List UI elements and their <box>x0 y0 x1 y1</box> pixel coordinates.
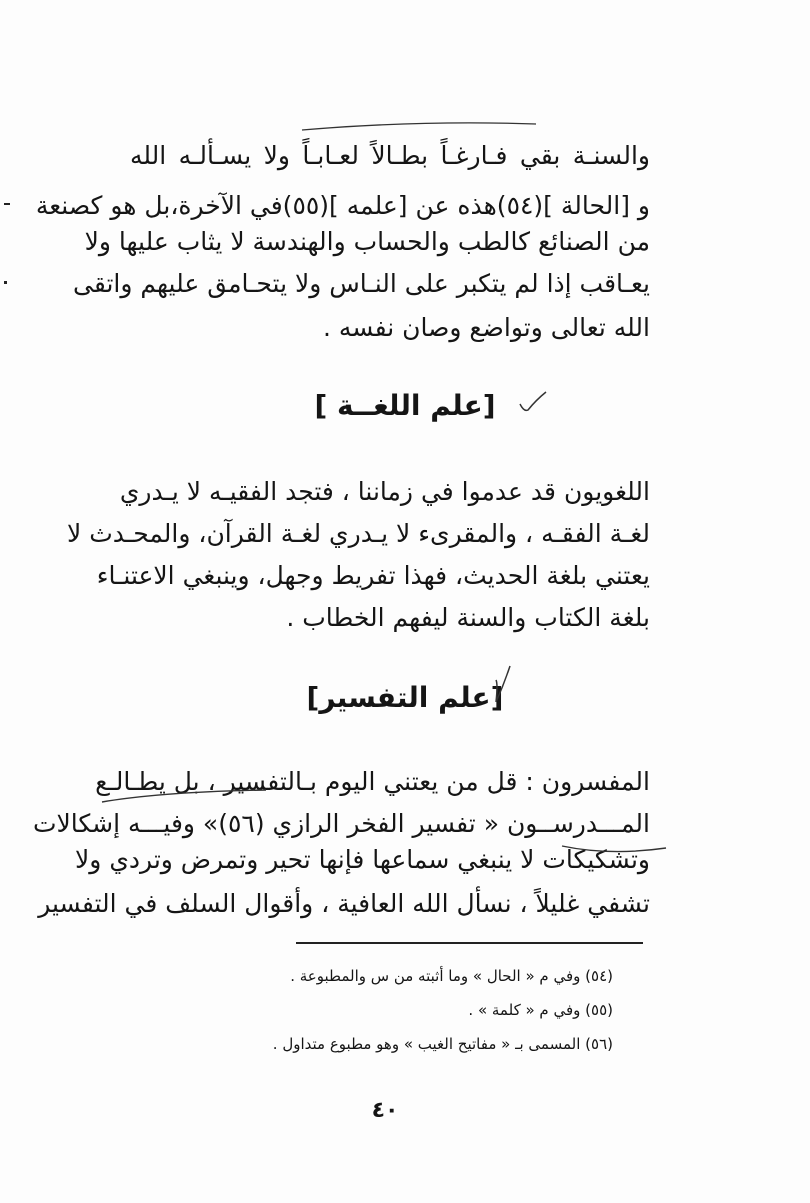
paragraph-line: يعتني بلغة الحديث، فهذا تفريط وجهل، وينبغي الاعتنـاء <box>96 561 650 590</box>
paragraph-line: من الصنائع كالطب والحساب والهندسة لا يثاب عليها ولا <box>84 227 650 256</box>
paragraph-line: المفسرون : قل من يعتني اليوم بـالتفسير ، بل يطـالـع <box>95 767 650 796</box>
paragraph-line: المـــدرســون « تفسير الفخر الرازي (٥٦)» وفيـــه إشكالات <box>32 809 650 838</box>
pen-overline-mark <box>300 118 540 134</box>
paragraph-line: يعـاقب إذا لم يتكبر على النـاس ولا يتحـامق عليهم واتقى <box>72 269 650 298</box>
scan-mark <box>4 203 10 205</box>
heading-language: [علم اللغــة ] <box>314 389 496 422</box>
footnote-divider <box>296 942 643 944</box>
paragraph-line: و [الحالة ](٥٤)هذه عن [علمه ](٥٥)في الآخرة،بل هو كصنعة <box>35 191 650 220</box>
scan-mark <box>4 281 7 284</box>
paragraph-line: وتشكيكات لا ينبغي سماعها فإنها تحير وتمرض وتردي ولا <box>75 845 650 874</box>
page-number: ٤٠ <box>371 1098 399 1123</box>
paragraph-line: بلغة الكتاب والسنة ليفهم الخطاب . <box>286 603 650 632</box>
heading-tafsir: [علم التفسير] <box>306 681 504 714</box>
paragraph-line: اللغويون قد عدموا في زماننا ، فتجد الفقيـه لا يـدري <box>119 477 650 506</box>
paragraph-line: لغـة الفقـه ، والمقرىء لا يـدري لغـة القرآن، والمحـدث لا <box>67 519 650 548</box>
paragraph-line: الله تعالى وتواضع وصان نفسه . <box>322 313 650 342</box>
footnote-55: (٥٥) وفي م « كلمة » . <box>468 1001 613 1019</box>
footnote-56: (٥٦) المسمى بـ « مفاتيح الغيب » وهو مطبوع متداول . <box>272 1035 613 1053</box>
paragraph-line: تشفي غليلاً ، نسأل الله العافية ، وأقوال السلف في التفسير <box>38 889 650 918</box>
footnote-54: (٥٤) وفي م « الحال » وما أثبته من س والمطبوعة . <box>290 967 613 985</box>
paragraph-line: والسنـة بقي فـارغـاً بطـالاً لعـابـاً ولا يسـألـه الله <box>130 141 650 170</box>
